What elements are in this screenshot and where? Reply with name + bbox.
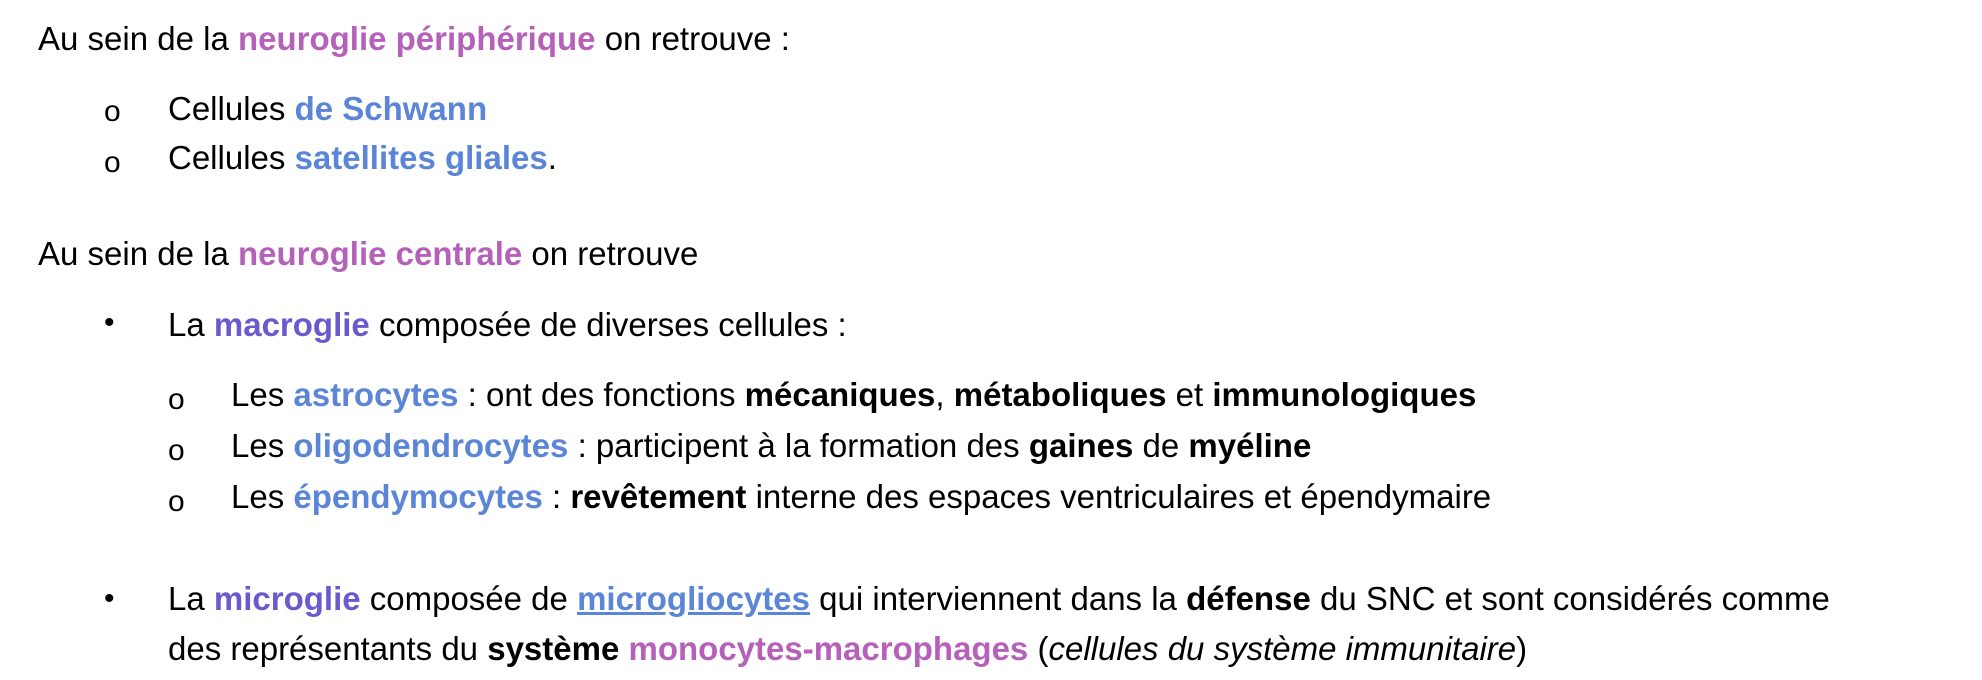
microglia-bold: système [487, 630, 620, 667]
central-heading [38, 233, 698, 276]
subitem-bold: gaines [1028, 427, 1134, 464]
subitem-bold: mécaniques [744, 376, 936, 413]
peripheral-intro-a: Au sein de la [38, 20, 238, 57]
microglia-text: du SNC et sont considérés comme [1310, 580, 1830, 617]
list-item-satellite [168, 137, 557, 180]
subitem-term: épendymocytes [293, 478, 543, 515]
subitem-ependymocytes [231, 476, 1491, 519]
subitem-text: : ont des fonctions [458, 376, 745, 413]
list-item-prefix: Cellules [168, 139, 295, 176]
subitem-text: : [542, 478, 571, 515]
subitem-term: astrocytes [293, 376, 459, 413]
subitem-prefix: Les [231, 427, 294, 464]
macroglia-item [168, 304, 847, 347]
subitem-astrocytes [231, 374, 1476, 417]
sublist-marker: o [168, 434, 185, 467]
microglia-text: composée de [360, 580, 578, 617]
central-intro-b: on retrouve [522, 235, 699, 272]
subitem-bold: immunologiques [1212, 376, 1477, 413]
macroglia-suffix: composée de diverses cellules : [369, 306, 847, 343]
list-item-schwann [168, 88, 487, 131]
subitem-text: : participent à la formation des [568, 427, 1029, 464]
microglia-text [619, 630, 628, 667]
subitem-prefix: Les [231, 376, 294, 413]
microglia-prefix: La [168, 580, 214, 617]
subitem-text: et [1166, 376, 1213, 413]
subitem-bold: myéline [1188, 427, 1312, 464]
microglia-bold: défense [1186, 580, 1311, 617]
microgliocytes-link[interactable]: microgliocytes [577, 580, 810, 617]
subitem-term: oligodendrocytes [293, 427, 569, 464]
list-item-term: de Schwann [294, 90, 488, 127]
sublist-marker: o [168, 383, 185, 416]
central-term: neuroglie centrale [237, 235, 523, 272]
microglia-text: ) [1516, 630, 1528, 667]
microglia-line-1 [168, 578, 1830, 621]
list-marker: o [104, 95, 121, 128]
sublist-marker: o [168, 485, 185, 518]
microglia-text: qui interviennent dans la [809, 580, 1187, 617]
macroglia-term: macroglie [213, 306, 370, 343]
subitem-prefix: Les [231, 478, 294, 515]
microglia-term: microglie [213, 580, 361, 617]
microglia-italic: cellules du système immunitaire [1048, 630, 1517, 667]
subitem-oligodendrocytes [231, 425, 1311, 468]
peripheral-intro-b: on retrouve : [595, 20, 790, 57]
bullet-marker: • [104, 306, 115, 339]
peripheral-heading [38, 18, 790, 61]
list-item-suffix: . [547, 139, 557, 176]
list-marker: o [104, 146, 121, 179]
peripheral-term: neuroglie périphérique [237, 20, 596, 57]
central-intro-a: Au sein de la [38, 235, 238, 272]
list-item-prefix: Cellules [168, 90, 295, 127]
microglia-text: ( [1028, 630, 1049, 667]
subitem-bold: revêtement [570, 478, 747, 515]
subitem-bold: métaboliques [953, 376, 1167, 413]
subitem-text: de [1133, 427, 1189, 464]
subitem-text: , [935, 376, 954, 413]
bullet-marker: • [104, 582, 115, 615]
microglia-text: des représentants du [168, 630, 488, 667]
macroglia-prefix: La [168, 306, 214, 343]
microglia-line-2 [168, 628, 1527, 671]
monocytes-term: monocytes-macrophages [628, 630, 1029, 667]
subitem-text: interne des espaces ventriculaires et épendymaire [746, 478, 1492, 515]
list-item-term: satellites gliales [294, 139, 548, 176]
